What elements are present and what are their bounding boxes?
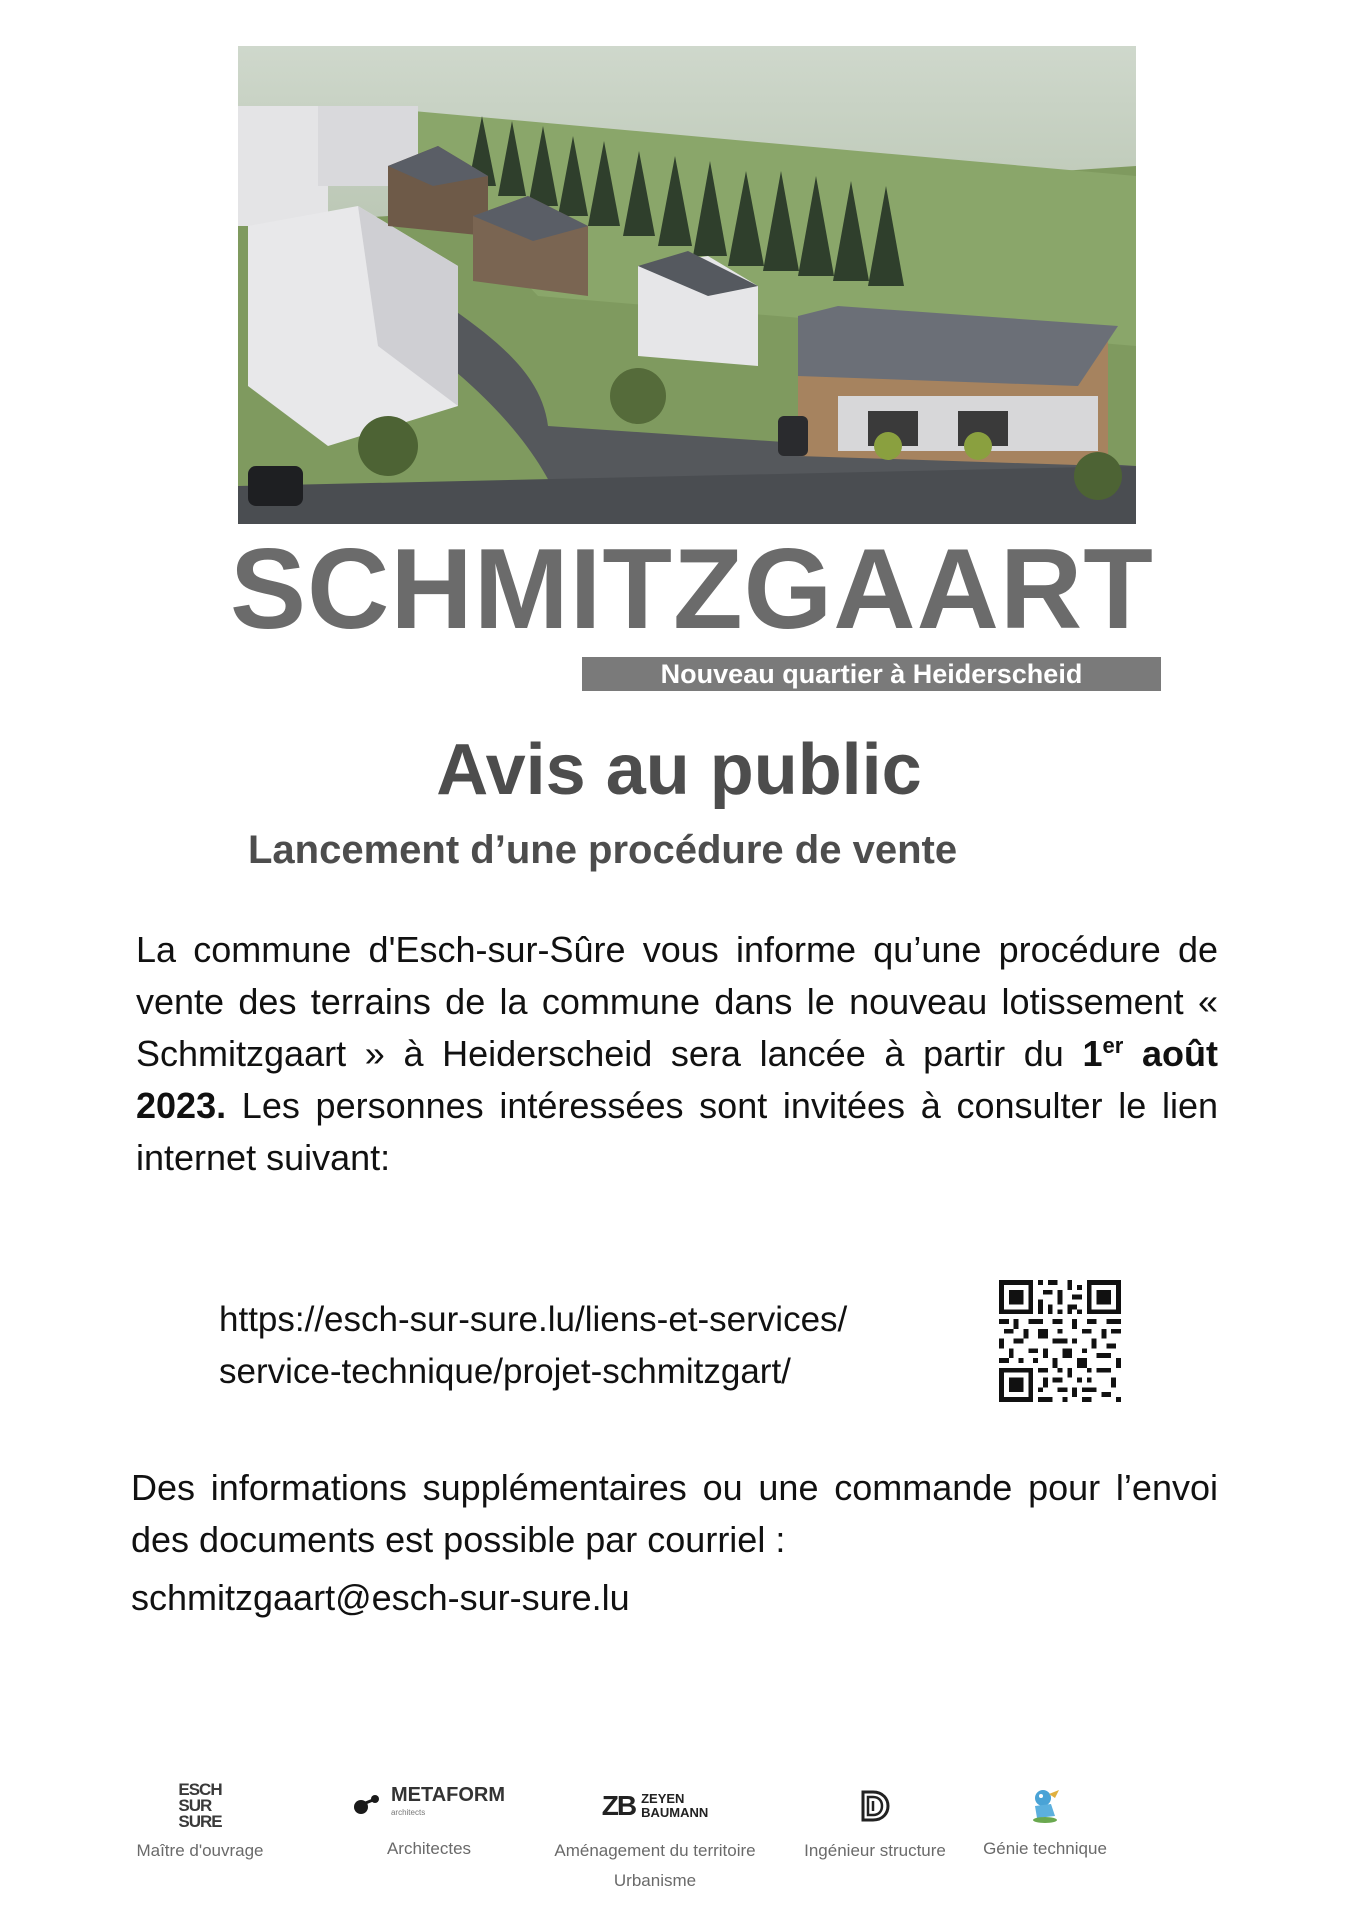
body-text-part1: La commune d'Esch-sur-Sûre vous informe qu’une procédure de vente des terrains de la commune dans le nouveau lotissement « Schmitzgaart » à Heiderscheid sera lancée à partir du bbox=[136, 929, 1218, 1074]
zeyen-baumann-logo: ZB ZEYEN BAUMANN bbox=[601, 1790, 709, 1821]
project-link-line1[interactable]: https://esch-sur-sure.lu/liens-et-services/ bbox=[219, 1300, 848, 1339]
neighborhood-rendering-image bbox=[238, 46, 1136, 524]
subtitle-banner: Nouveau quartier à Heiderscheid bbox=[582, 657, 1161, 691]
footer-label-amenagement: Aménagement du territoire bbox=[554, 1841, 756, 1860]
contact-info: Des informations supplémentaires ou une commande pour l’envoi des documents est possible par courriel : bbox=[131, 1467, 1218, 1560]
project-link[interactable] bbox=[219, 1294, 847, 1398]
contact-email-link[interactable]: schmitzgaart@esch-sur-sure.lu bbox=[131, 1577, 630, 1618]
footer-ingenieur-structure bbox=[790, 1776, 960, 1866]
notice-body bbox=[136, 924, 1218, 1184]
esch-sur-sure-logo: ESCH SUR SURE bbox=[178, 1780, 222, 1831]
body-text-part2: Les personnes intéressées sont invitées à consulter le lien internet suivant: bbox=[136, 1085, 1218, 1178]
project-link-line2[interactable]: service-technique/projet-schmitzgart/ bbox=[219, 1352, 791, 1391]
notice-heading: Avis au public bbox=[436, 730, 922, 810]
qr-code bbox=[999, 1280, 1121, 1402]
page-title: SCHMITZGAART bbox=[230, 526, 1154, 653]
footer-maitre-ouvrage bbox=[130, 1776, 270, 1866]
footer-label-ingenieur: Ingénieur structure bbox=[804, 1841, 946, 1860]
mascot-icon bbox=[1025, 1784, 1065, 1824]
metaform-logo: METAFORM architects bbox=[344, 1774, 514, 1834]
notice-subheading: Lancement d’une procédure de vente bbox=[248, 828, 958, 872]
footer-label-maitre-ouvrage: Maître d'ouvrage bbox=[136, 1841, 264, 1860]
footer-genie-technique bbox=[970, 1774, 1120, 1864]
footer-label-urbanisme: Urbanisme bbox=[613, 1871, 697, 1890]
genie-technique-logo bbox=[970, 1774, 1120, 1834]
footer-label-architectes: Architectes bbox=[386, 1839, 472, 1858]
footer-architectes bbox=[344, 1774, 514, 1864]
structure-engineer-logo bbox=[790, 1776, 960, 1836]
footer-amenagement bbox=[540, 1776, 770, 1896]
sale-start-date: 1er août 2023. bbox=[136, 1033, 1218, 1126]
d-logo-icon bbox=[859, 1789, 891, 1823]
metaform-mark-icon bbox=[353, 1793, 383, 1815]
footer-label-genie: Génie technique bbox=[983, 1839, 1107, 1858]
